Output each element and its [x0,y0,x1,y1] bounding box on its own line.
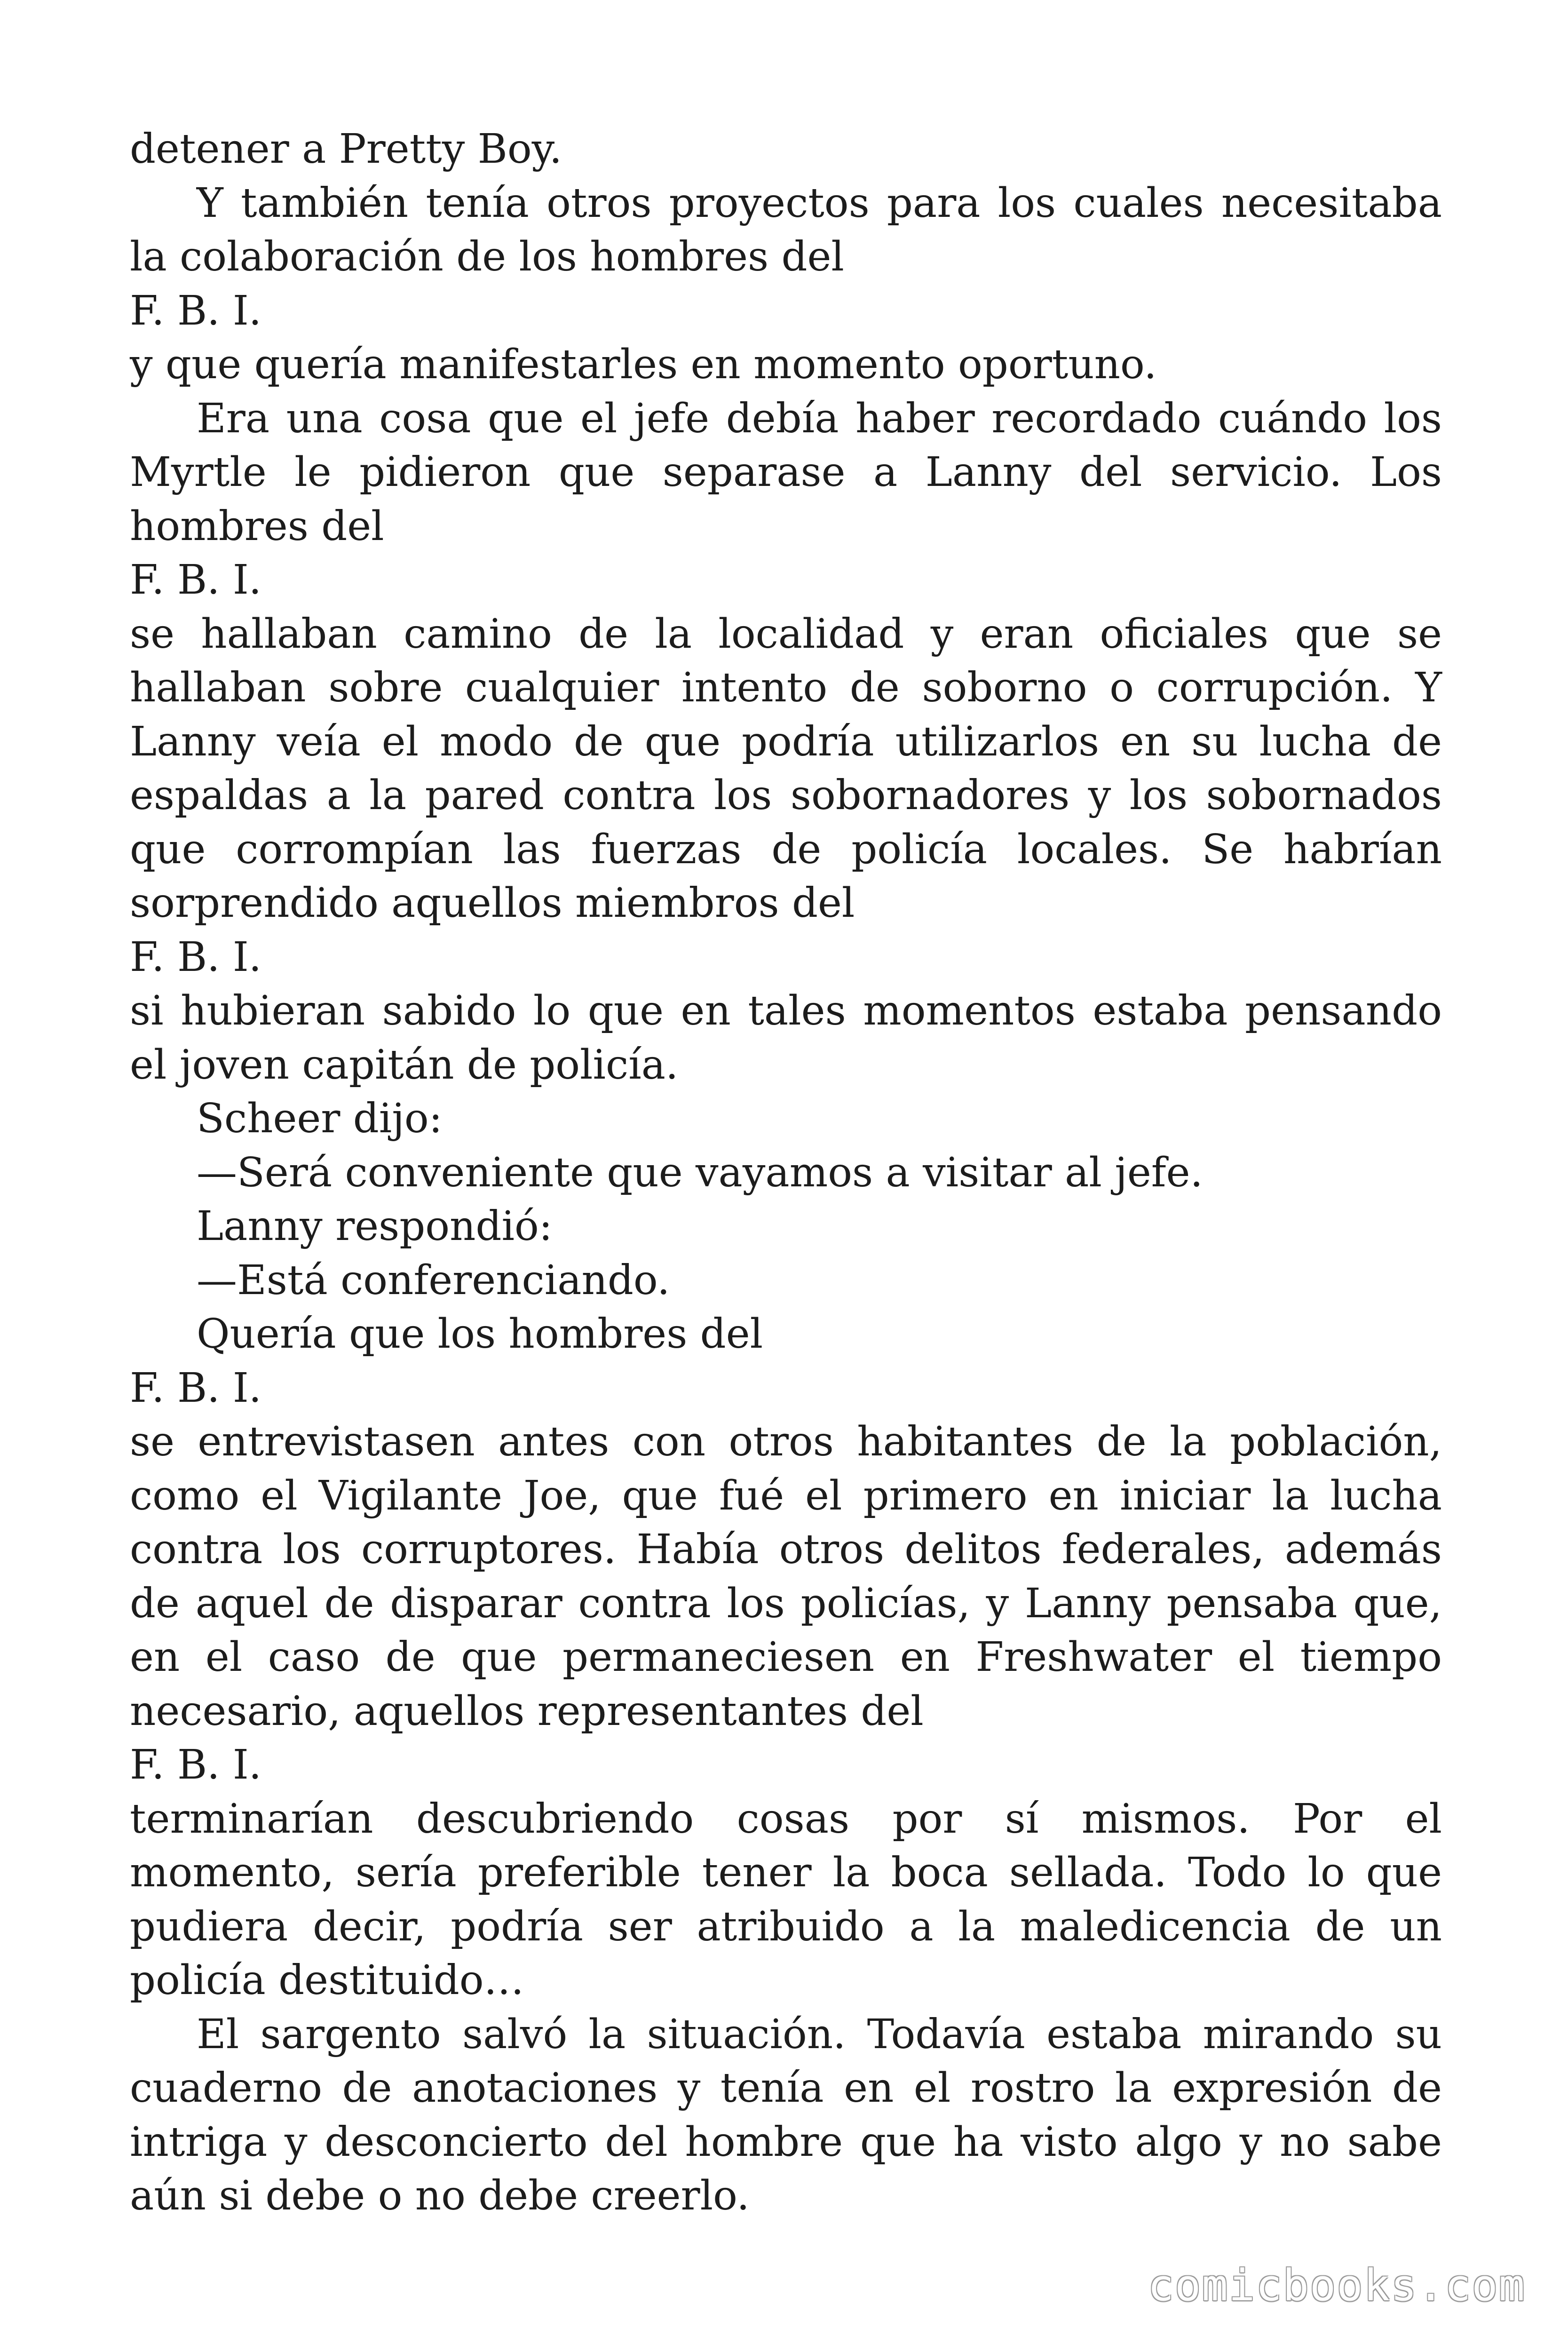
paragraph: terminarían descubriendo cosas por sí mismos. Por el momento, sería preferible tener la boca sellada. Todo lo que pudiera decir, podría ser atribuido a la maledicencia de un policía destituido… [130,1795,1442,2004]
paragraph: si hubieran sabido lo que en tales momentos estaba pensando el joven capitán de policía. [130,987,1442,1089]
paragraph: se entrevistasen antes con otros habitantes de la población, como el Vigilante Joe, que fué el primero en iniciar la lucha contra los corruptores. Había otros delitos federales, además de aquel de disparar contra los policías, y Lanny pensaba que, en el caso de que permaneciesen en Freshwater el tiempo necesario, aquellos representantes del [130,1418,1442,1735]
watermark: comicbooks.com [1148,2260,1526,2311]
paragraph: F. B. I. [130,556,262,604]
paragraph: Lanny respondió: [197,1203,553,1250]
paragraph: F. B. I. [130,1364,262,1412]
paragraph: —Está conferenciando. [197,1256,670,1304]
paragraph: F. B. I. [130,1741,262,1788]
paragraph: F. B. I. [130,287,262,334]
paragraph: y que quería manifestarles en momento oportuno. [130,341,1157,388]
paragraph: Era una cosa que el jefe debía haber recordado cuándo los Myrtle le pidieron que separase a Lanny del servicio. Los hombres del [130,395,1442,550]
paragraph: —Será conveniente que vayamos a visitar al jefe. [197,1149,1203,1196]
paragraph: Scheer dijo: [197,1095,443,1142]
paragraph: El sargento salvó la situación. Todavía estaba mirando su cuaderno de anotaciones y tenía en el rostro la expresión de intriga y desconcierto del hombre que ha visto algo y no sabe aún si debe o no debe creerlo. [130,2010,1442,2219]
paragraph: Quería que los hombres del [197,1311,763,1358]
paragraph: se hallaban camino de la localidad y eran oficiales que se hallaban sobre cualquier intento de soborno o corrupción. Y Lanny veía el modo de que podría utilizarlos en su lucha de espaldas a la pared contra los sobornadores y los sobornados que corrompían las fuerzas de policía locales. Se habrían sorprendido aquellos miembros del [130,610,1442,927]
page-body [130,122,1442,2223]
paragraph: Y también tenía otros proyectos para los cuales necesitaba la colaboración de los hombres del [130,179,1442,280]
paragraph: F. B. I. [130,933,262,981]
paragraph: detener a Pretty Boy. [130,126,562,173]
